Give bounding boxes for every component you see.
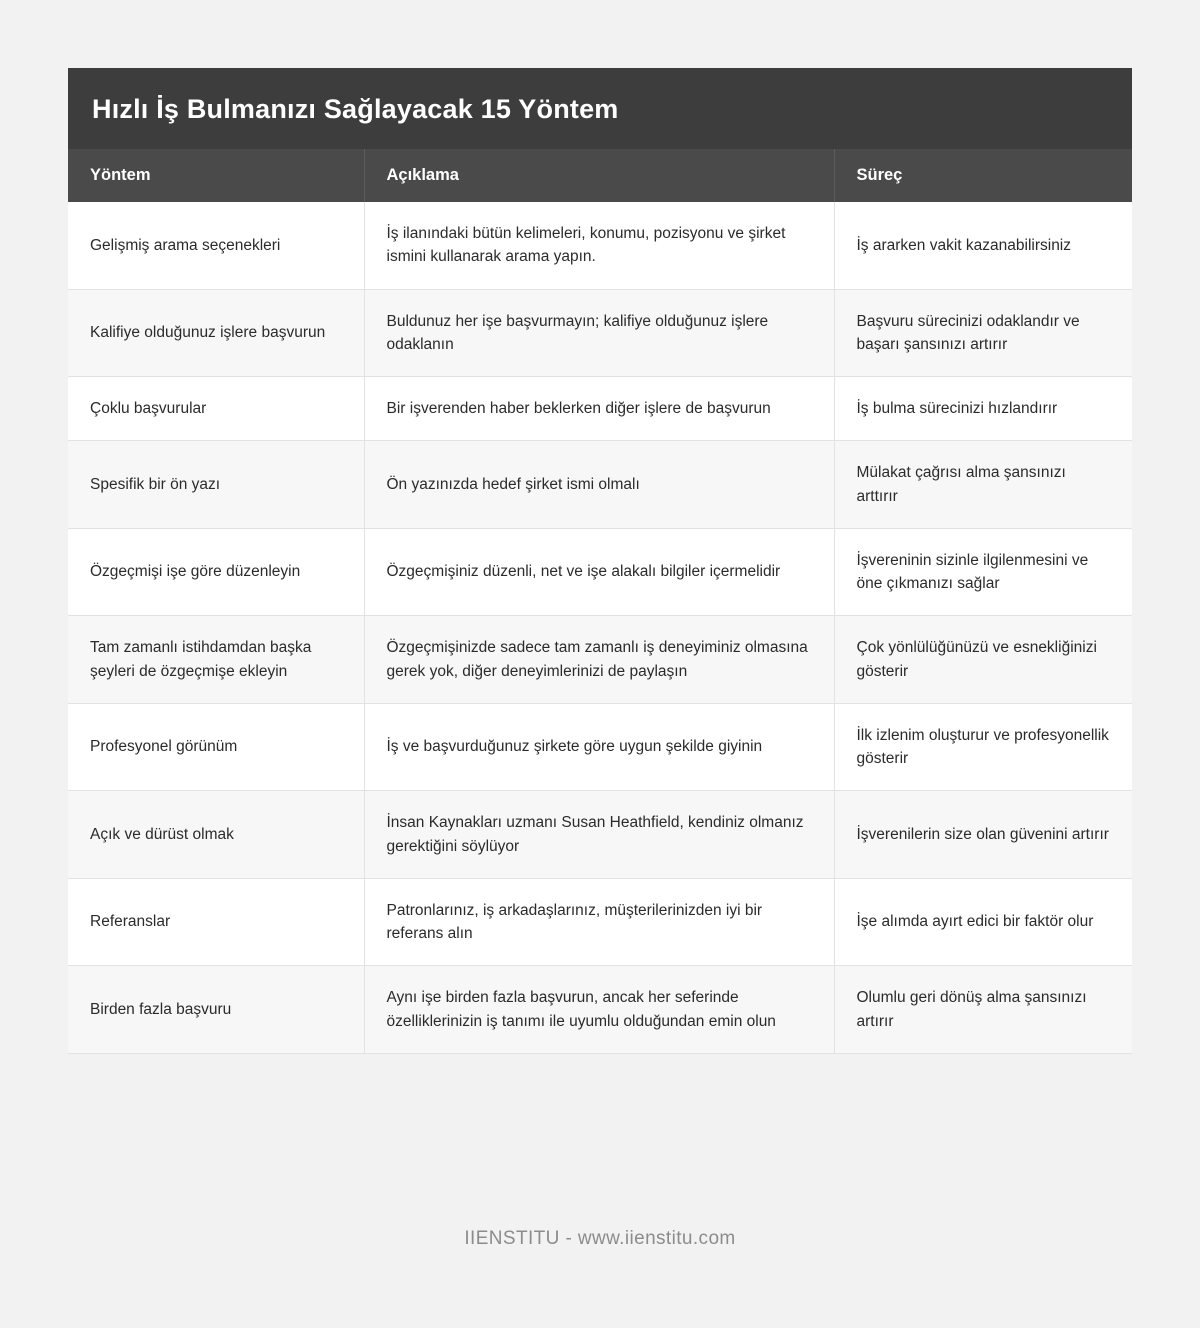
cell-method: Tam zamanlı istihdamdan başka şeyleri de özgeçmişe ekleyin xyxy=(68,616,364,704)
cell-process: Mülakat çağrısı alma şansınızı arttırır xyxy=(834,441,1132,529)
cell-description: İş ve başvurduğunuz şirkete göre uygun şekilde giyinin xyxy=(364,703,834,791)
cell-method: Çoklu başvurular xyxy=(68,377,364,441)
cell-method: Spesifik bir ön yazı xyxy=(68,441,364,529)
cell-method: Özgeçmişi işe göre düzenleyin xyxy=(68,528,364,616)
table-row xyxy=(68,441,1132,529)
cell-method: Kalifiye olduğunuz işlere başvurun xyxy=(68,289,364,377)
column-header-process: Süreç xyxy=(834,149,1132,202)
cell-process: Olumlu geri dönüş alma şansınızı artırır xyxy=(834,966,1132,1054)
table-body xyxy=(68,202,1132,1053)
cell-method: Açık ve dürüst olmak xyxy=(68,791,364,879)
cell-description: Ön yazınızda hedef şirket ismi olmalı xyxy=(364,441,834,529)
cell-method: Referanslar xyxy=(68,878,364,966)
table-row xyxy=(68,377,1132,441)
table-head xyxy=(68,149,1132,202)
cell-description: Aynı işe birden fazla başvurun, ancak her seferinde özelliklerinizin iş tanımı ile uyumlu olduğundan emin olun xyxy=(364,966,834,1054)
table-row xyxy=(68,703,1132,791)
cell-description: Patronlarınız, iş arkadaşlarınız, müşterilerinizden iyi bir referans alın xyxy=(364,878,834,966)
column-header-description: Açıklama xyxy=(364,149,834,202)
cell-process: Çok yönlülüğünüzü ve esnekliğinizi gösterir xyxy=(834,616,1132,704)
cell-description: Özgeçmişinizde sadece tam zamanlı iş deneyiminiz olmasına gerek yok, diğer deneyimlerinizi de paylaşın xyxy=(364,616,834,704)
cell-process: İşvereninin sizinle ilgilenmesini ve öne çıkmanızı sağlar xyxy=(834,528,1132,616)
cell-description: Buldunuz her işe başvurmayın; kalifiye olduğunuz işlere odaklanın xyxy=(364,289,834,377)
table-row xyxy=(68,878,1132,966)
cell-process: İlk izlenim oluşturur ve profesyonellik gösterir xyxy=(834,703,1132,791)
table-row xyxy=(68,289,1132,377)
table-row xyxy=(68,966,1132,1054)
page-title: Hızlı İş Bulmanızı Sağlayacak 15 Yöntem xyxy=(68,68,1132,149)
table-row xyxy=(68,791,1132,879)
infographic-table-container xyxy=(68,68,1132,1054)
cell-description: Özgeçmişiniz düzenli, net ve işe alakalı bilgiler içermelidir xyxy=(364,528,834,616)
cell-description: Bir işverenden haber beklerken diğer işlere de başvurun xyxy=(364,377,834,441)
cell-method: Gelişmiş arama seçenekleri xyxy=(68,202,364,289)
cell-process: İş bulma sürecinizi hızlandırır xyxy=(834,377,1132,441)
cell-process: Başvuru sürecinizi odaklandır ve başarı şansınızı artırır xyxy=(834,289,1132,377)
column-header-method: Yöntem xyxy=(68,149,364,202)
table-row xyxy=(68,528,1132,616)
cell-description: İş ilanındaki bütün kelimeleri, konumu, pozisyonu ve şirket ismini kullanarak arama yapın. xyxy=(364,202,834,289)
cell-method: Birden fazla başvuru xyxy=(68,966,364,1054)
cell-process: İş ararken vakit kazanabilirsiniz xyxy=(834,202,1132,289)
table-header-row xyxy=(68,149,1132,202)
cell-method: Profesyonel görünüm xyxy=(68,703,364,791)
cell-process: İşverenilerin size olan güvenini artırır xyxy=(834,791,1132,879)
footer-credit: IIENSTITU - www.iienstitu.com xyxy=(464,1228,736,1249)
table-row xyxy=(68,616,1132,704)
cell-process: İşe alımda ayırt edici bir faktör olur xyxy=(834,878,1132,966)
table-row xyxy=(68,202,1132,289)
methods-table xyxy=(68,68,1132,1054)
cell-description: İnsan Kaynakları uzmanı Susan Heathfield, kendiniz olmanız gerektiğini söylüyor xyxy=(364,791,834,879)
